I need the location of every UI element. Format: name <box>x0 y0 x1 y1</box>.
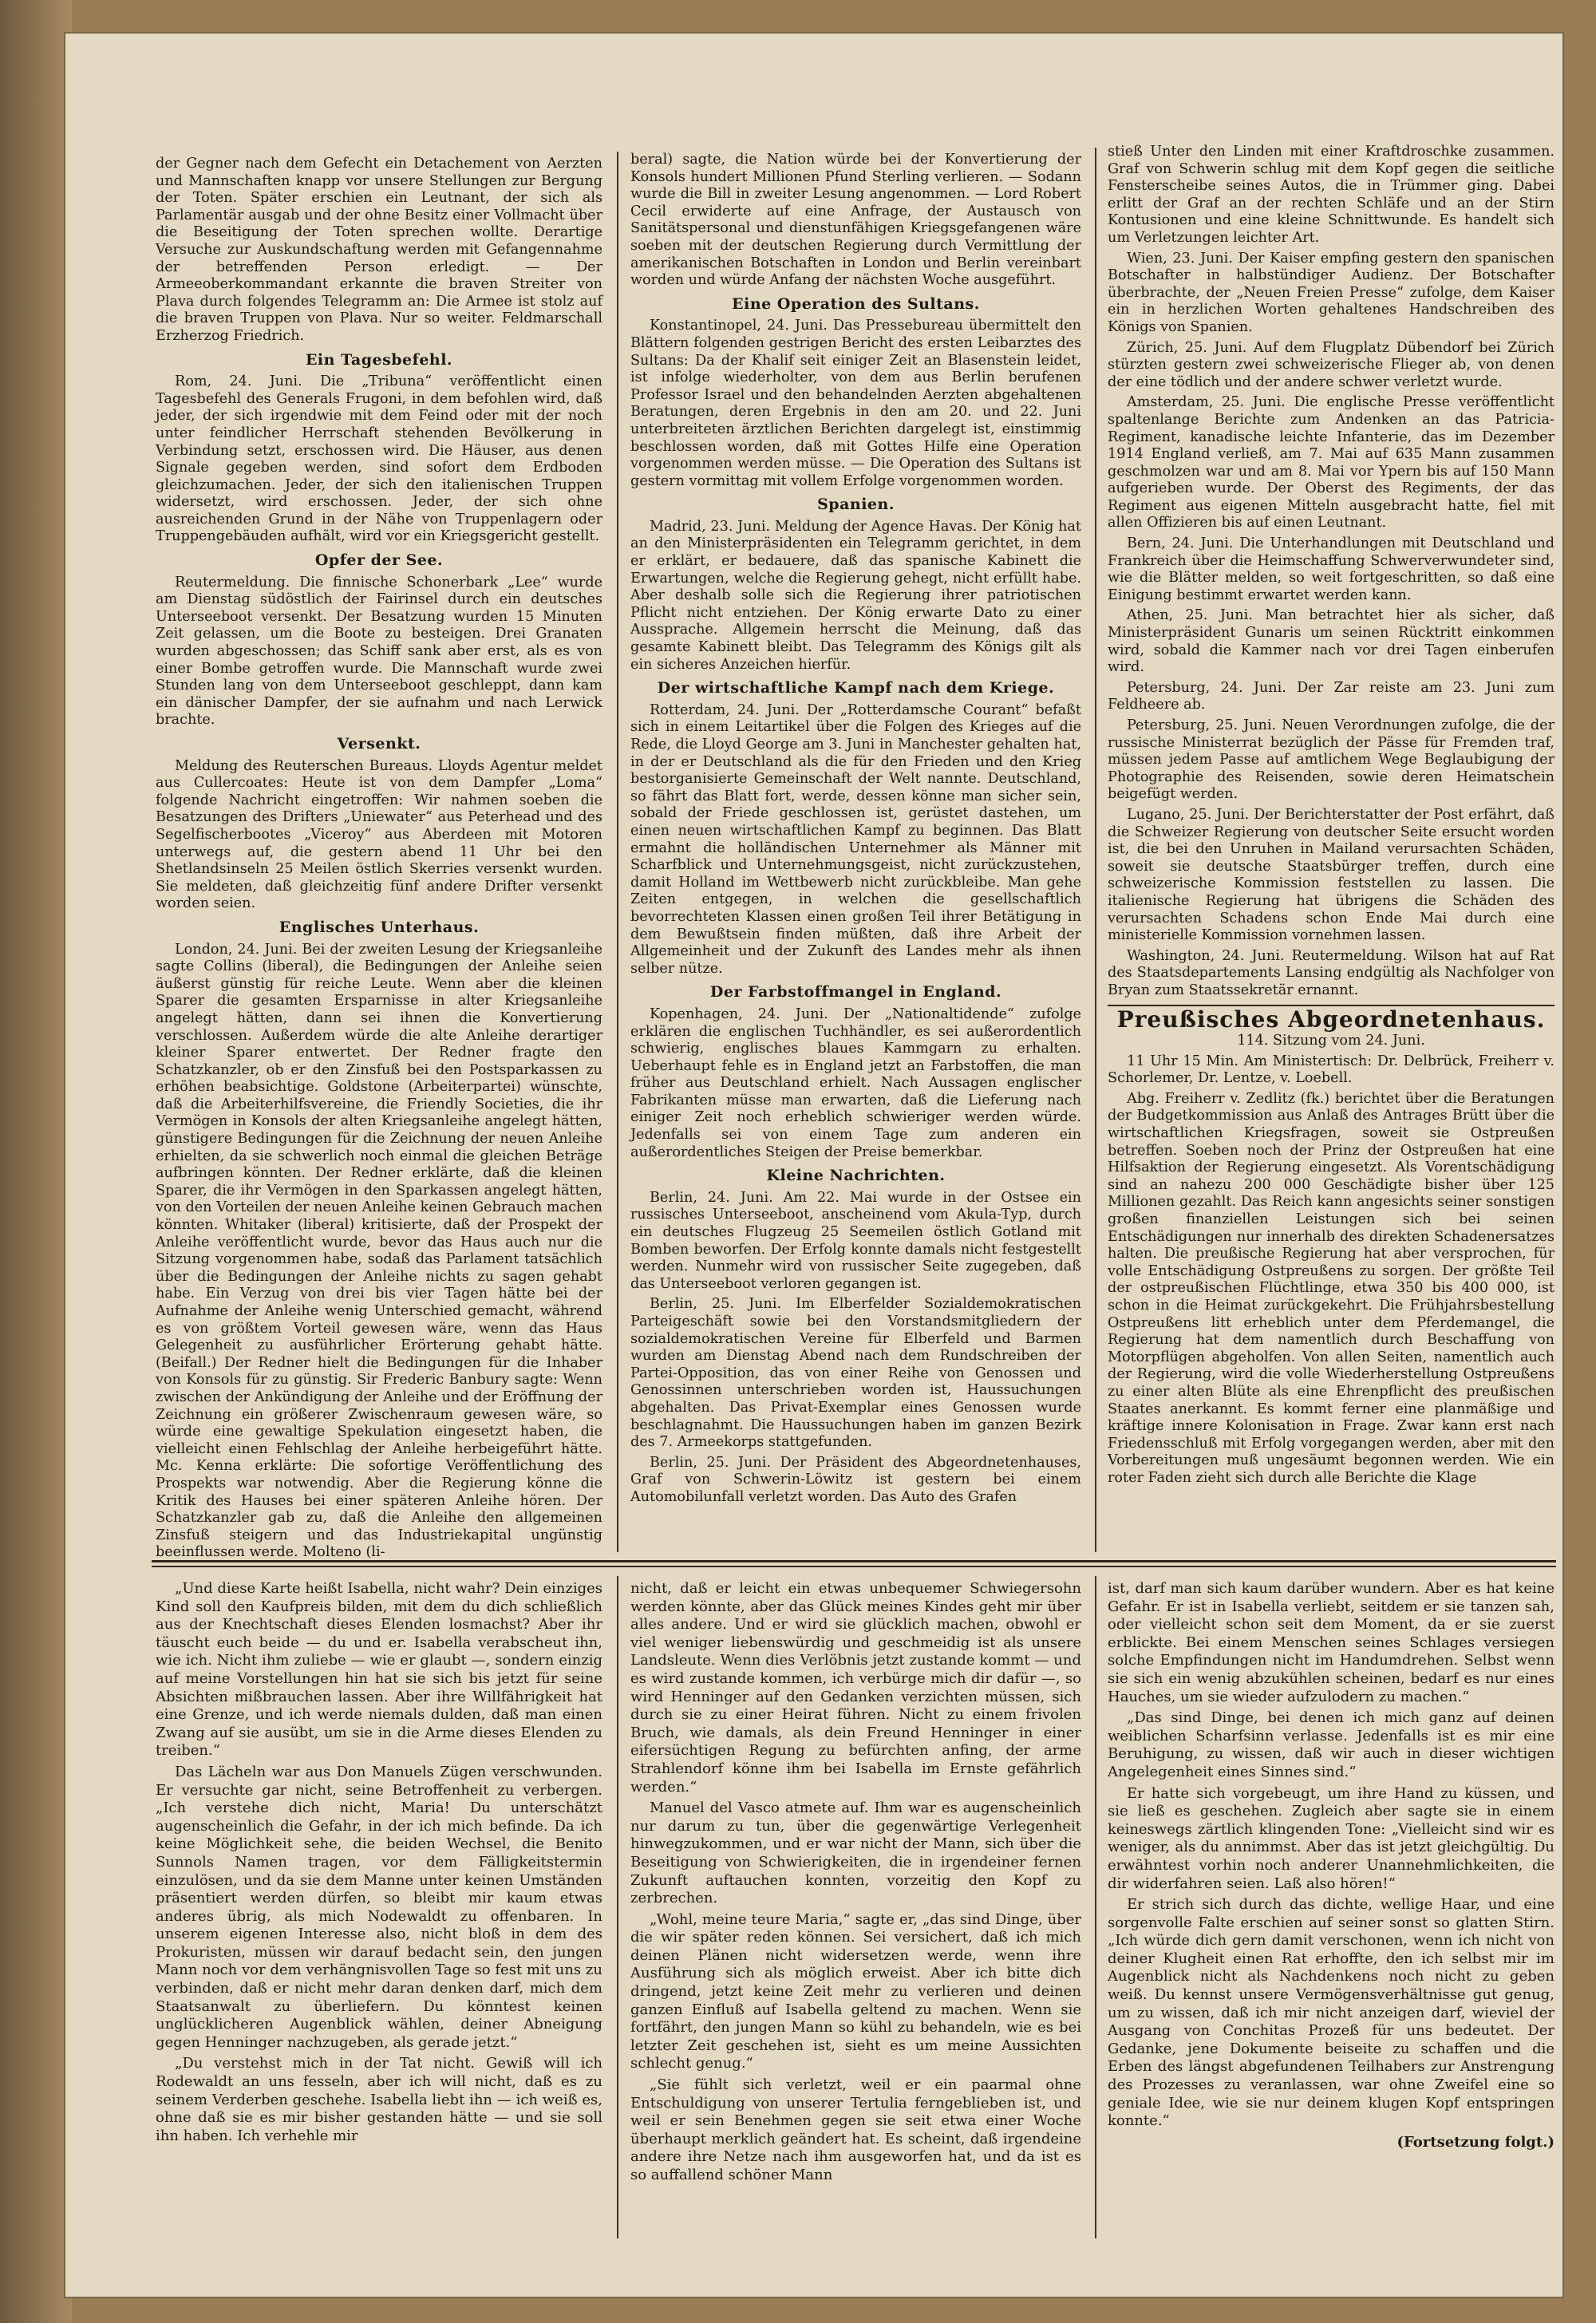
paragraph: Berlin, 24. Juni. Am 22. Mai wurde in der Ostsee ein russisches Unterseeboot, anscheinend vom Akula-Typ, durch ein deutsches Flugzeug 25 Seemeilen östlich Gotland mit Bomben beworfen. Der Erfolg konnte damals nicht festgestellt werden. Nunmehr wird von russischer Seite zugegeben, daß das Unterseeboot verloren gegangen ist. <box>630 1189 1081 1292</box>
column-rule <box>1095 1576 1096 2238</box>
paragraph: „Sie fühlt sich verletzt, weil er ein paarmal ohne Entschuldigung von unserer Tertulia ferngeblieben ist, und weil er sein Benehmen gegen sie seit etwa einer Woche überhaupt merklich geändert hat. Es scheint, daß irgendeine andere ihre Netze nach ihm ausgeworfen hat, und da ist es so auffallend schöner Mann <box>630 2076 1081 2183</box>
paragraph: Rotterdam, 24. Juni. Der „Rotterdamsche Courant“ befaßt sich in einem Leitartikel über die Folgen des Krieges auf die Rede, die Lloyd George am 3. Juni in Manchester gehalten hat, in der er Deutschland als die für den Frieden und den Krieg bestorganisierte Gemeinschaft der Welt nannte. Deutschland, so fährt das Blatt fort, werde, dessen könne man sicher sein, sobald der Friede geschlossen ist, gerüstet dastehen, um einen neuen wirtschaftlichen Kampf zu beginnen. Das Blatt ermahnt die holländischen Unternehmer als Männer mit Scharfblick und Unternehmungsgeist, nicht zurückzustehen, damit Holland im Wettbewerb nicht zurückbleibe. Man gehe Zeiten entgegen, in welchen die gesellschaftlich bevorrechteten Klassen einen großen Teil ihrer Betätigung in dem Bewußtsein finden müßten, daß ihre Arbeit der Allgemeinheit und der Zukunft des Landes mehr als ihnen selber nütze. <box>630 701 1081 977</box>
section-heading: Englisches Unterhaus. <box>279 918 480 936</box>
news-column-1 <box>156 156 602 1561</box>
paragraph: Bern, 24. Juni. Die Unterhandlungen mit Deutschland und Frankreich über die Heimschaffung Schwerverwundeter sind, wie die Blätter melden, so weit fortgeschritten, so daß eine Einigung bestimmt erwartet werden kann. <box>1108 535 1555 603</box>
paragraph: Zürich, 25. Juni. Auf dem Flugplatz Dübendorf bei Zürich stürzten gestern zwei schweizerische Flieger ab, von denen der eine tödlich und der andere schwer verletzt wurde. <box>1108 339 1555 390</box>
paragraph: London, 24. Juni. Bei der zweiten Lesung der Kriegsanleihe sagte Collins (liberal), die Bedingungen der Anleihe seien äußerst günstig für reiche Leute. Wenn aber die kleinen Sparer die gesamten Ersparnisse in alter Kriegsanleihe angelegt hätten, dann sei ihnen die Konvertierung verschlossen. Außerdem würde die alte Anleihe derartiger kleiner Sparer entwertet. Der Redner fragte den Schatzkanzler, ob er den Zinsfuß bei den Postsparkassen zu erhöhen beabsichtige. Goldstone (Arbeiterpartei) wünschte, daß die Arbeiterhilfsvereine, die Friendly Societies, die ihr Vermögen in Konsols der alten Kriegsanleihe angelegt hätten, günstigere Bedingungen für die Zeichnung der neuen Anleihe erhielten, da sie schwerlich noch einmal die gleichen Beträge aufbringen könnten. Der Redner erklärte, daß die kleinen Sparer, die ihr Vermögen in den Sparkassen angelegt hätten, von den Vorteilen der neuen Anleihe keinen Gebrauch machen könnten. Whitaker (liberal) kritisierte, daß der Prospekt der Anleihe veröffentlicht wurde, bevor das Haus auch nur die Sitzung vorgenommen habe, sodaß das Parlament tatsächlich über die Bedingungen der Anleihe nichts zu sagen gehabt habe. Ein Verzug von drei bis vier Tagen hätte bei der Aufnahme der Anleihe wenig Unterschied gemacht, während es von größtem Vorteil gewesen wäre, wenn das Haus Gelegenheit zu ausführlicher Erörterung gehabt hätte. (Beifall.) Der Redner hielt die Bedingungen für die Inhaber von Konsols für zu günstig. Sir Frederic Banbury sagte: Wenn zwischen der Ankündigung der Anleihe und der Eröffnung der Zeichnung ein größerer Zwischenraum gewesen wäre, so würde eine gewaltige Spekulation eingesetzt haben, die vielleicht einen Fehlschlag der Anleihe herbeigeführt hätte. Mc. Kenna erklärte: Die sofortige Veröffentlichung des Prospekts war notwendig. Aber die Regierung könne die Kritik des Hauses bei einer späteren Anleihe hören. Der Schatzkanzler gab zu, daß die Anleihe den allgemeinen Zinsfuß steigern und das Industriekapital ungünstig beeinflussen werde. Molteno (li- <box>156 941 602 1561</box>
section-heading: Opfer der See. <box>314 551 444 570</box>
section-heading: Versenkt. <box>337 735 421 753</box>
paragraph: Kopenhagen, 24. Juni. Der „Nationaltidende“ zufolge erklären die englischen Tuchhändler, es sei außerordentlich schwierig, englisches blaues Kammgarn zu erhalten. Ueberhaupt fehle es in England jetzt an Farbstoffen, die man früher aus Deutschland erhielt. Nach Aussagen englischer Fabrikanten müsse man erwarten, daß die Lieferung nach einiger Zeit noch erheblich schwieriger werden würde. Jedenfalls sei von einem Tage zum anderen ein außerordentliches Steigen der Preise bemerkbar. <box>630 1005 1081 1160</box>
paragraph: Washington, 24. Juni. Reutermeldung. Wilson hat auf Rat des Staatsdepartements Lansing endgültig als Nachfolger von Bryan zum Staatssekretär ernannt. <box>1108 947 1555 998</box>
paragraph: Er strich sich durch das dichte, wellige Haar, und eine sorgenvolle Falte erschien auf seiner sonst so glatten Stirn. „Ich würde dich gern damit verschonen, wenn ich nicht von deiner Klugheit einen Rat erhoffte, den ich selbst mir im Augenblick nicht als Nachdenkens noch nicht zu geben weiß. Du kennst unsere Vermögensverhältnisse gut genug, um zu wissen, daß ich mir nicht anzeigen darf, wieviel der Ausgang von Conchitas Prozeß für uns bedeutet. Der Gedanke, jene Dokumente beiseite zu schaffen und die Erben des längst abgefundenen Teilhabers zur Anstrengung des Prozesses zu veranlassen, war ohne Zweifel eine so geniale Idee, wie sie nur deinem klugen Kopf entspringen konnte.“ <box>1108 1896 1555 2130</box>
paragraph: „Wohl, meine teure Maria,“ sagte er, „das sind Dinge, über die wir später reden können. Sei versichert, daß ich mich deinen Plänen nicht widersetzen werde, wenn ihre Ausführung sich als möglich erweist. Aber ich bitte dich dringend, jetzt keine Zeit mehr zu verlieren und deinen ganzen Einfluß auf Isabella geltend zu machen. Wenn sie fortfährt, den jungen Mann so kühl zu behandeln, wie es bei letzter Zeit geschehen ist, sieht es um meine Aussichten schlecht genug.“ <box>630 1910 1081 2072</box>
feuilleton-column-3 <box>1108 1580 1555 2234</box>
feuilleton-column-1 <box>156 1580 602 2234</box>
paragraph: Amsterdam, 25. Juni. Die englische Presse veröffentlicht spaltenlange Berichte zum Andenken an das Patricia-Regiment, kanadische leichte Infanterie, das im Dezember 1914 England verließ, am 7. Mai auf 635 Mann zusammen geschmolzen war und am 8. Mai vor Ypern bis auf 150 Mann aufgerieben wurde. Der Oberst des Regiments, der das Regiment aus eigenen Mitteln ausgebracht hatte, fiel mit allen Offizieren bis auf einen Leutnant. <box>1108 394 1555 531</box>
paragraph: Rom, 24. Juni. Die „Tribuna“ veröffentlicht einen Tagesbefehl des Generals Frugoni, in dem befohlen wird, daß jeder, der sich irgendwie mit dem Feind oder mit der noch unter feindlicher Herrschaft stehenden Bevölkerung in Verbindung setzt, erschossen wird. Die Häuser, aus denen Signale gegeben werden, sind sofort dem Erdboden gleichzumachen. Jeder, der sich den italienischen Truppen widersetzt, wird erschossen. Jeder, der sich ohne ausreichenden Grund in der Nähe von Truppenlagern oder Truppengebäuden aufhält, wird vor ein Kriegsgericht gestellt. <box>156 373 602 545</box>
paragraph: „Und diese Karte heißt Isabella, nicht wahr? Dein einziges Kind soll den Kaufpreis bilden, mit dem du dich schließlich aus der Knechtschaft dieses Elenden losmachst? Aber ihr täuscht euch beide — du und er. Isabella verabscheut ihn, wie ich. Nicht ihm zuliebe — wie er glaubt —, sondern einzig auf meine Vorstellungen hin hat sie sich bis jetzt für seine Absichten mißbrauchen lassen. Aber ihre Willfährigkeit hat eine Grenze, und ich werde niemals dulden, daß man einen Zwang auf sie ausübt, um sie in die Arme dieses Elenden zu treiben.“ <box>156 1580 602 1760</box>
section-heading: Ein Tagesbefehl. <box>305 350 453 369</box>
column-rule <box>617 152 618 1552</box>
section-heading: Spanien. <box>817 496 895 514</box>
paragraph: beral) sagte, die Nation würde bei der Konvertierung der Konsols hundert Millionen Pfund Sterling verlieren. — Sodann wurde die Bill in zweiter Lesung angenommen. — Lord Robert Cecil erwiderte auf eine Anfrage, der Austausch von Sanitätspersonal und dienstunfähigen Kriegsgefangenen wäre soeben mit der deutschen Regierung durch Vermittlung der amerikanischen Botschaften in London und Berlin vereinbart worden und würde Anfang der nächsten Woche ausgeführt. <box>630 152 1081 289</box>
paragraph: Athen, 25. Juni. Man betrachtet hier als sicher, daß Ministerpräsident Gunaris um seinen Rücktritt einkommen wird, sobald die Kammer nach vor drei Tagen einberufen wird. <box>1108 607 1555 676</box>
paragraph: Manuel del Vasco atmete auf. Ihm war es augenscheinlich nur darum zu tun, über die gegenwärtige Verlegenheit hinwegzukommen, und er war nicht der Mann, sich über die Beseitigung von Schwierigkeiten, die in irgendeiner fernen Zukunft auftauchen konnten, vorzeitig den Kopf zu zerbrechen. <box>630 1800 1081 1907</box>
paragraph: Petersburg, 24. Juni. Der Zar reiste am 23. Juni zum Feldheere ab. <box>1108 679 1555 713</box>
session-subtitle: 114. Sitzung vom 24. Juni. <box>1237 1033 1425 1049</box>
paragraph: ist, darf man sich kaum darüber wundern. Aber es hat keine Gefahr. Er ist in Isabella verliebt, seitdem er sie tanzen sah, oder vielleicht schon seit dem Moment, da er sie zuerst erblickte. Bei einem Menschen seines Schlages versiegen solche Empfindungen nicht im Handumdrehen. Selbst wenn sie sich ein wenig abzukühlen scheinen, bedarf es nur eines Hauches, um sie wieder aufzulodern zu machen.“ <box>1108 1580 1555 1705</box>
paragraph: Abg. Freiherr v. Zedlitz (fk.) berichtet über die Beratungen der Budgetkommission aus Anlaß des Antrages Brütt über die wirtschaftlichen Kriegsfragen, soweit sie Ostpreußen betreffen. Soeben noch der Prinz der Ostpreußen hat eine Hilfsaktion der Regierung eingesetzt. Als Vorentschädigung sind an nahezu 200 000 Geschädigte bisher über 125 Millionen gezahlt. Das Reich kann angesichts seiner sonstigen großen finanziellen Leistungen sich bei seinen Entschädigungen nur innerhalb des direkten Schadenersatzes halten. Die preußische Regierung hat aber versprochen, für volle Entschädigung Ostpreußens zu sorgen. Der größte Teil der ostpreußischen Flüchtlinge, etwa 350 bis 400 000, ist schon in die Heimat zurückgekehrt. Die Frühjahrsbestellung Ostpreußens litt erheblich unter dem Pferdemangel, die Regierung hat dem namentlich durch Beschaffung von Motorpflügen abgeholfen. Von allen Seiten, namentlich auch der Regierung, wird die volle Wiederherstellung Ostpreußens zu einer alten Blüte als eine Ehrenpflicht des preußischen Staates anerkannt. Es kommt ferner eine planmäßige und kräftige innere Kolonisation in Frage. Zwar kann erst nach Friedensschluß mit Erfolg vorgegangen werden, aber mit den Vorbereitungen muß ungesäumt begonnen werden. Wie ein roter Faden zieht sich durch alle Berichte die Klage <box>1108 1090 1555 1486</box>
paragraph: Berlin, 25. Juni. Im Elberfelder Sozialdemokratischen Parteigeschäft sowie bei den Vorstandsmitgliedern der sozialdemokratischen Vereine für Elberfeld und Barmen wurden am Dienstag Abend nach dem Rundschreiben der Partei-Opposition, das von einer Reihe von Genossen und Genossinnen unterschrieben worden ist, Haussuchungen abgehalten. Das Privat-Exemplar eines Genossen wurde beschlagnahmt. Die Haussuchungen haben im ganzen Bezirk des 7. Armeekorps stattgefunden. <box>630 1296 1081 1451</box>
section-heading: Der Farbstoffmangel in England. <box>709 983 1002 1001</box>
paragraph: Das Lächeln war aus Don Manuels Zügen verschwunden. Er versuchte gar nicht, seine Betroffenheit zu verbergen. „Ich verstehe dich nicht, Maria! Du unterschätzt augenscheinlich die Gefahr, in der ich mich befinde. Da ich keine Möglichkeit sehe, die beiden Wechsel, die Benito Sunnols Namen tragen, vor dem Fälligkeitstermin einzulösen, und da sie dem Manne unter keinen Umständen präsentiert werden dürfen, so bleibt mir kaum etwas anderes übrig, als mich Nodewaldt zu offenbaren. In unserem eigenen Interesse also, nicht bloß in dem des Prokuristen, müssen wir darauf bedacht sein, den jungen Mann noch vor dem verhängnisvollen Tage so fest mit uns zu verbinden, daß er nicht mehr daran denken darf, mich dem Staatsanwalt zu überliefern. Du könntest keinen unglücklicheren Augenblick wählen, deiner Abneigung gegen Henninger nachzugeben, als gerade jetzt.“ <box>156 1763 602 2051</box>
paragraph: „Du verstehst mich in der Tat nicht. Gewiß will ich Rodewaldt an uns fesseln, aber ich will nicht, daß es zu seinem Verderben geschehe. Isabella liebt ihn — ich weiß es, ohne daß sie es mir bisher gestanden hätte — und sie soll ihn haben. Ich verhehle mir <box>156 2055 602 2144</box>
paragraph: „Das sind Dinge, bei denen ich mich ganz auf deinen weiblichen Scharfsinn verlasse. Jedenfalls ist es mir eine Beruhigung, zu wissen, daß wir auch in dieser wichtigen Angelegenheit eines Sinnes sind.“ <box>1108 1709 1555 1780</box>
paragraph: Er hatte sich vorgebeugt, um ihre Hand zu küssen, und sie ließ es geschehen. Zugleich aber sagte sie in einem keineswegs zärtlich klingenden Tone: „Vielleicht sind wir es weniger, als du annimmst. Aber das ist jetzt gleichgültig. Du erwähntest vorhin noch anderer Unannehmlichkeiten, die dir widerfahren seien. Laß also hören!“ <box>1108 1784 1555 1892</box>
paragraph: 11 Uhr 15 Min. Am Ministertisch: Dr. Delbrück, Freiherr v. Schorlemer, Dr. Lentze, v. Loebell. <box>1108 1053 1555 1087</box>
feuilleton-divider <box>152 1566 1556 1567</box>
paragraph: Lugano, 25. Juni. Der Berichterstatter der Post erfährt, daß die Schweizer Regierung von deutscher Seite ersucht worden ist, die bei den Unruhen in Mailand verursachten Schäden, soweit sie deutsche Staatsbürger treffen, durch eine schweizerische Kommission feststellen zu lassen. Die italienische Regierung hat übrigens die Schäden des verursachten Schadens schon Ende Mai durch eine ministerielle Kommission vornehmen lassen. <box>1108 806 1555 944</box>
paragraph: Madrid, 23. Juni. Meldung der Agence Havas. Der König hat an den Ministerpräsidenten ein Telegramm gerichtet, in dem er erklärt, er bedauere, daß das spanische Kabinett die Erwartungen, welche die Regierung gehegt, nicht erfüllt habe. Aber deshalb solle sich die Regierung ihrer patriotischen Pflicht nicht entziehen. Der König erwarte Dato zu einer Aussprache. Allgemein herrscht die Meinung, daß das gesamte Kabinett bleibt. Das Telegramm des Königs gilt als ein sicheres Anzeichen hierfür. <box>630 518 1081 673</box>
section-heading: Der wirtschaftliche Kampf nach dem Kriege. <box>657 679 1055 697</box>
column-rule <box>1095 148 1096 1552</box>
paragraph: nicht, daß er leicht ein etwas unbequemer Schwiegersohn werden könnte, aber das Glück meines Kindes geht mir über alles andere. Und er wird sie glücklich machen, obwohl er viel weniger liebenswürdig und geschmeidig ist als unsere Landsleute. Wenn dies Verlöbnis jetzt zustande kommt — und es wird zustande kommen, ich verbürge mich dir dafür —, so wird Henninger auf den Gedanken verzichten müssen, sich durch sie zu einer Heirat führen. Nicht zu einem frivolen Bruch, wie damals, als dein Freund Henninger in einer eifersüchtigen Regung zu befürchten anfing, der arme Strahlendorf könne ihm bei Isabella im Ernste gefährlich werden.“ <box>630 1580 1081 1796</box>
paragraph: der Gegner nach dem Gefecht ein Detachement von Aerzten und Mannschaften knapp vor unsere Stellungen zur Bergung der Toten. Später erschien ein Leutnant, der sich als Parlamentär ausgab und der ohne Besitz einer Vollmacht über die Beseitigung der Toten sprechen wollte. Derartige Versuche zur Auskundschaftung werden mit Gefangennahme der betreffenden Person erledigt. — Der Armeeoberkommandant erkannte die braven Streiter von Plava durch folgendes Telegramm an: Die Armee ist stolz auf die braven Truppen von Plava. Nur so weiter. Feldmarschall Erzherzog Friedrich. <box>156 156 602 344</box>
section-heading: Kleine Nachrichten. <box>766 1167 946 1185</box>
section-heading: Eine Operation des Sultans. <box>732 294 980 313</box>
continuation-note: (Fortsetzung folgt.) <box>1396 2133 1555 2151</box>
feuilleton-column-2 <box>630 1580 1081 2234</box>
news-column-2 <box>630 152 1081 1548</box>
paragraph: stieß Unter den Linden mit einer Kraftdroschke zusammen. Graf von Schwerin schlug mit dem Kopf gegen die seitliche Fensterscheibe seines Autos, die in Trümmer ging. Dabei erlitt der Graf an der rechten Schläfe und an der Stirn Kontusionen und eine kleine Schnittwunde. Es handelt sich um Verletzungen leichter Art. <box>1108 144 1555 246</box>
binding-edge <box>0 0 72 2323</box>
paragraph: Meldung des Reuterschen Bureaus. Lloyds Agentur meldet aus Cullercoates: Heute ist von dem Dampfer „Loma“ folgende Nachricht eingetroffen: Wir nahmen soeben die Besatzungen des Drifters „Uniewater“ aus Peterhead und des Segelfischerbootes „Viceroy“ aus Aberdeen mit Motoren unterwegs auf, die gestern abend 11 Uhr bei den Shetlandsinseln 25 Meilen östlich Skerries versenkt wurden. Sie meldeten, daß gleichzeitig fünf andere Drifter versenkt worden seien. <box>156 757 602 912</box>
paragraph: Petersburg, 25. Juni. Neuen Verordnungen zufolge, die der russische Ministerrat bezüglich der Pässe für Fremden traf, müssen jedem Passe auf amtlichem Wege Beglaubigung der Photographie des Reisenden, sowie deren Heimatschein beigefügt werden. <box>1108 717 1555 803</box>
paragraph: Konstantinopel, 24. Juni. Das Pressebureau übermittelt den Blättern folgenden gestrigen Bericht des ersten Leibarztes des Sultans: Da der Khalif seit einiger Zeit an Blasenstein leidet, ist infolge wiederholter, von dem aus Berlin berufenen Professor Israel und den behandelnden Aerzten abgehaltenen Beratungen, deren Ergebnis in den am 20. und 22. Juni unterbreiteten ärztlichen Berichten dargelegt ist, einstimmig beschlossen worden, daß mit Gottes Hilfe eine Operation vorgenommen werden müsse. — Die Operation des Sultans ist gestern vormittag mit vollem Erfolge vorgenommen worden. <box>630 318 1081 489</box>
feuilleton-divider <box>152 1560 1556 1562</box>
paragraph: Reutermeldung. Die finnische Schonerbark „Lee“ wurde am Dienstag südöstlich der Fairinsel durch ein deutsches Unterseeboot versenkt. Der Besatzung wurden 15 Minuten Zeit gelassen, um die Boote zu besteigen. Drei Granaten wurden abgeschossen; das Schiff sank aber erst, als es von einer Bombe getroffen wurde. Die Mannschaft wurde zwei Stunden lang von dem Unterseeboot geschleppt, dann kam ein dänischer Dampfer, der sie aufnahm und nach Lerwick brachte. <box>156 574 602 729</box>
paragraph: Wien, 23. Juni. Der Kaiser empfing gestern den spanischen Botschafter in halbstündiger Audienz. Der Botschafter überbrachte, der „Neuen Freien Presse“ zufolge, dem Kaiser ein in herzlichen Worten gehaltenes Handschreiben des Königs von Spanien. <box>1108 250 1555 335</box>
paragraph: Berlin, 25. Juni. Der Präsident des Abgeordnetenhauses, Graf von Schwerin-Löwitz ist gestern bei einem Automobilunfall verletzt worden. Das Auto des Grafen <box>630 1454 1081 1505</box>
section-title: Preußisches Abgeordnetenhaus. <box>1116 1005 1546 1033</box>
column-rule <box>617 1576 618 2238</box>
news-column-3 <box>1108 144 1555 1548</box>
